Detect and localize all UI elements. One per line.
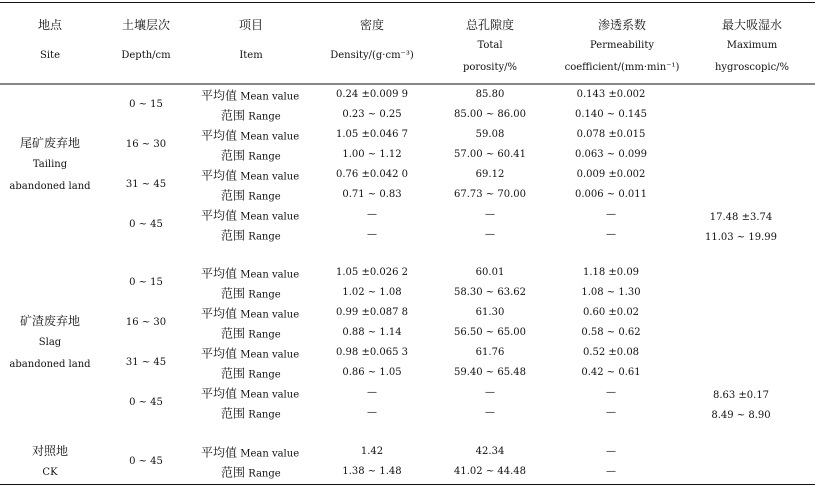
porosity-cell: 56.50 ~ 65.00 [454, 327, 526, 338]
item-mean-label [201, 87, 299, 104]
hygroscopic-cell: 17.48 ±3.74 [709, 212, 773, 223]
permeability-cell: — [606, 407, 616, 418]
item-label-zh: 范围 [221, 228, 246, 243]
permeability-cell: 0.063 ~ 0.099 [575, 149, 647, 160]
permeability-cell: — [606, 209, 616, 220]
porosity-cell: — [485, 209, 495, 220]
item-range-label [221, 187, 281, 204]
depth-cell: 31 ~ 45 [125, 179, 167, 190]
item-range-label [221, 325, 281, 342]
permeability-cell: 0.52 ±0.08 [582, 347, 640, 358]
density-cell: 1.38 ~ 1.48 [342, 466, 402, 477]
porosity-cell: — [485, 387, 495, 398]
item-label-zh: 范围 [221, 366, 246, 381]
permeability-cell: 0.58 ~ 0.62 [581, 327, 641, 338]
depth-cell: 0 ~ 45 [129, 456, 163, 467]
header-porosity-zh: 总孔隙度 [465, 18, 515, 32]
item-label-zh: 平均值 [201, 306, 238, 321]
item-label-en: Mean value [240, 211, 300, 223]
porosity-cell: — [485, 229, 495, 240]
porosity-cell: 41.02 ~ 44.48 [454, 466, 526, 477]
item-label-en: Mean value [240, 171, 300, 183]
site-name-en: Slag [38, 337, 62, 348]
item-label-zh: 平均值 [201, 128, 238, 143]
table-bottom-rule [0, 484, 815, 485]
porosity-cell: 61.76 [475, 347, 505, 358]
permeability-cell: — [606, 466, 616, 477]
item-label-en: Mean value [240, 269, 300, 281]
density-cell: 1.42 [360, 446, 384, 457]
header-porosity-en1: Total [477, 40, 503, 51]
header-depth-en: Depth/cm [121, 50, 171, 61]
site-name-zh: 尾矿废弃地 [19, 136, 81, 150]
header-item-zh: 项目 [238, 18, 264, 32]
permeability-cell: 0.078 ±0.015 [576, 129, 646, 140]
density-cell: — [367, 209, 377, 220]
site-name-en-line2: abandoned land [9, 359, 91, 370]
site-name-en-line2: abandoned land [9, 181, 91, 192]
site-name-zh: 对照地 [31, 444, 69, 458]
header-permeability-en2: coefficient/(mm·min⁻¹) [564, 62, 680, 73]
density-cell: 0.86 ~ 1.05 [342, 367, 402, 378]
header-density-en: Density/(g·cm⁻³) [330, 50, 414, 61]
item-mean-label [201, 265, 299, 282]
permeability-cell: 0.42 ~ 0.61 [581, 367, 641, 378]
table-header-rule [0, 84, 815, 85]
porosity-cell: 67.73 ~ 70.00 [454, 189, 526, 200]
permeability-cell: 0.006 ~ 0.011 [575, 189, 647, 200]
porosity-cell: 58.30 ~ 63.62 [454, 287, 526, 298]
item-label-zh: 范围 [221, 108, 246, 123]
item-label-zh: 范围 [221, 148, 246, 163]
header-hygro-zh: 最大吸湿水 [721, 18, 783, 32]
item-label-zh: 平均值 [201, 208, 238, 223]
permeability-cell: — [606, 229, 616, 240]
density-cell: 1.00 ~ 1.12 [342, 149, 402, 160]
header-permeability-en1: Permeability [589, 40, 655, 51]
permeability-cell: 1.18 ±0.09 [582, 267, 640, 278]
item-label-en: Range [248, 151, 281, 163]
item-label-en: Mean value [240, 349, 300, 361]
permeability-cell: 0.143 ±0.002 [576, 89, 646, 100]
item-mean-label [201, 385, 299, 402]
porosity-cell: 59.40 ~ 65.48 [454, 367, 526, 378]
item-mean-label [201, 345, 299, 362]
permeability-cell: — [606, 387, 616, 398]
item-label-zh: 平均值 [201, 346, 238, 361]
density-cell: — [367, 387, 377, 398]
item-label-en: Mean value [240, 389, 300, 401]
item-range-label [221, 405, 281, 422]
density-cell: — [367, 407, 377, 418]
item-label-en: Range [248, 289, 281, 301]
item-mean-label [201, 127, 299, 144]
porosity-cell: 85.80 [475, 89, 505, 100]
item-range-label [221, 227, 281, 244]
item-mean-label [201, 167, 299, 184]
header-hygro-en1: Maximum [726, 40, 778, 51]
item-range-label [221, 464, 281, 481]
depth-cell: 0 ~ 15 [129, 277, 163, 288]
density-cell: — [367, 229, 377, 240]
site-name-zh: 矿渣废弃地 [19, 314, 81, 328]
item-label-en: Range [248, 111, 281, 123]
item-label-zh: 范围 [221, 286, 246, 301]
hygroscopic-cell: 11.03 ~ 19.99 [705, 232, 777, 243]
density-cell: 0.99 ±0.087 8 [336, 307, 408, 318]
permeability-cell: 0.140 ~ 0.145 [575, 109, 647, 120]
item-label-zh: 平均值 [201, 445, 238, 460]
porosity-cell: 57.00 ~ 60.41 [454, 149, 526, 160]
item-range-label [221, 285, 281, 302]
depth-cell: 16 ~ 30 [125, 317, 167, 328]
porosity-cell: — [485, 407, 495, 418]
item-label-en: Mean value [240, 131, 300, 143]
porosity-cell: 60.01 [475, 267, 505, 278]
density-cell: 0.71 ~ 0.83 [342, 189, 402, 200]
table-top-rule [0, 2, 815, 3]
permeability-cell: — [606, 446, 616, 457]
header-hygro-en2: hygroscopic/% [714, 62, 790, 73]
density-cell: 0.98 ±0.065 3 [336, 347, 408, 358]
item-label-zh: 平均值 [201, 168, 238, 183]
item-label-zh: 平均值 [201, 266, 238, 281]
depth-cell: 0 ~ 45 [129, 397, 163, 408]
site-label [32, 440, 68, 484]
permeability-cell: 0.60 ±0.02 [582, 307, 640, 318]
item-range-label [221, 147, 281, 164]
site-label [9, 132, 90, 198]
item-label-zh: 范围 [221, 465, 246, 480]
item-label-en: Range [248, 409, 281, 421]
density-cell: 1.05 ±0.046 7 [336, 129, 408, 140]
item-label-zh: 范围 [221, 406, 246, 421]
item-label-zh: 范围 [221, 188, 246, 203]
depth-cell: 16 ~ 30 [125, 139, 167, 150]
density-cell: 0.88 ~ 1.14 [342, 327, 402, 338]
item-label-en: Range [248, 191, 281, 203]
permeability-cell: 1.08 ~ 1.30 [581, 287, 641, 298]
header-site-en: Site [40, 50, 60, 61]
porosity-cell: 69.12 [475, 169, 505, 180]
site-name-en: Tailing [32, 159, 68, 170]
item-label-en: Range [248, 329, 281, 341]
density-cell: 0.76 ±0.042 0 [336, 169, 408, 180]
density-cell: 0.24 ±0.009 9 [336, 89, 408, 100]
header-porosity-en2: porosity/% [462, 62, 518, 73]
item-label-zh: 平均值 [201, 88, 238, 103]
item-label-en: Mean value [240, 448, 300, 460]
site-name-en: CK [42, 467, 58, 478]
item-label-en: Range [248, 369, 281, 381]
density-cell: 1.05 ±0.026 2 [336, 267, 408, 278]
hygroscopic-cell: 8.63 ±0.17 [712, 390, 770, 401]
header-site-zh: 地点 [37, 18, 63, 32]
header-item-en: Item [239, 50, 263, 61]
item-label-zh: 平均值 [201, 386, 238, 401]
item-mean-label [201, 444, 299, 461]
item-mean-label [201, 207, 299, 224]
permeability-cell: 0.009 ±0.002 [576, 169, 646, 180]
header-permeability-zh: 渗透系数 [597, 18, 647, 32]
item-label-en: Mean value [240, 91, 300, 103]
density-cell: 1.02 ~ 1.08 [342, 287, 402, 298]
item-range-label [221, 365, 281, 382]
item-label-en: Range [248, 468, 281, 480]
item-mean-label [201, 305, 299, 322]
porosity-cell: 59.08 [475, 129, 505, 140]
site-label [9, 310, 90, 376]
depth-cell: 0 ~ 45 [129, 219, 163, 230]
porosity-cell: 42.34 [475, 446, 505, 457]
depth-cell: 31 ~ 45 [125, 357, 167, 368]
item-range-label [221, 107, 281, 124]
header-density-zh: 密度 [359, 18, 385, 32]
hygroscopic-cell: 8.49 ~ 8.90 [711, 410, 771, 421]
item-label-en: Range [248, 231, 281, 243]
porosity-cell: 61.30 [475, 307, 505, 318]
item-label-en: Mean value [240, 309, 300, 321]
density-cell: 0.23 ~ 0.25 [342, 109, 402, 120]
depth-cell: 0 ~ 15 [129, 99, 163, 110]
header-depth-zh: 土壤层次 [121, 18, 171, 32]
item-label-zh: 范围 [221, 326, 246, 341]
porosity-cell: 85.00 ~ 86.00 [454, 109, 526, 120]
